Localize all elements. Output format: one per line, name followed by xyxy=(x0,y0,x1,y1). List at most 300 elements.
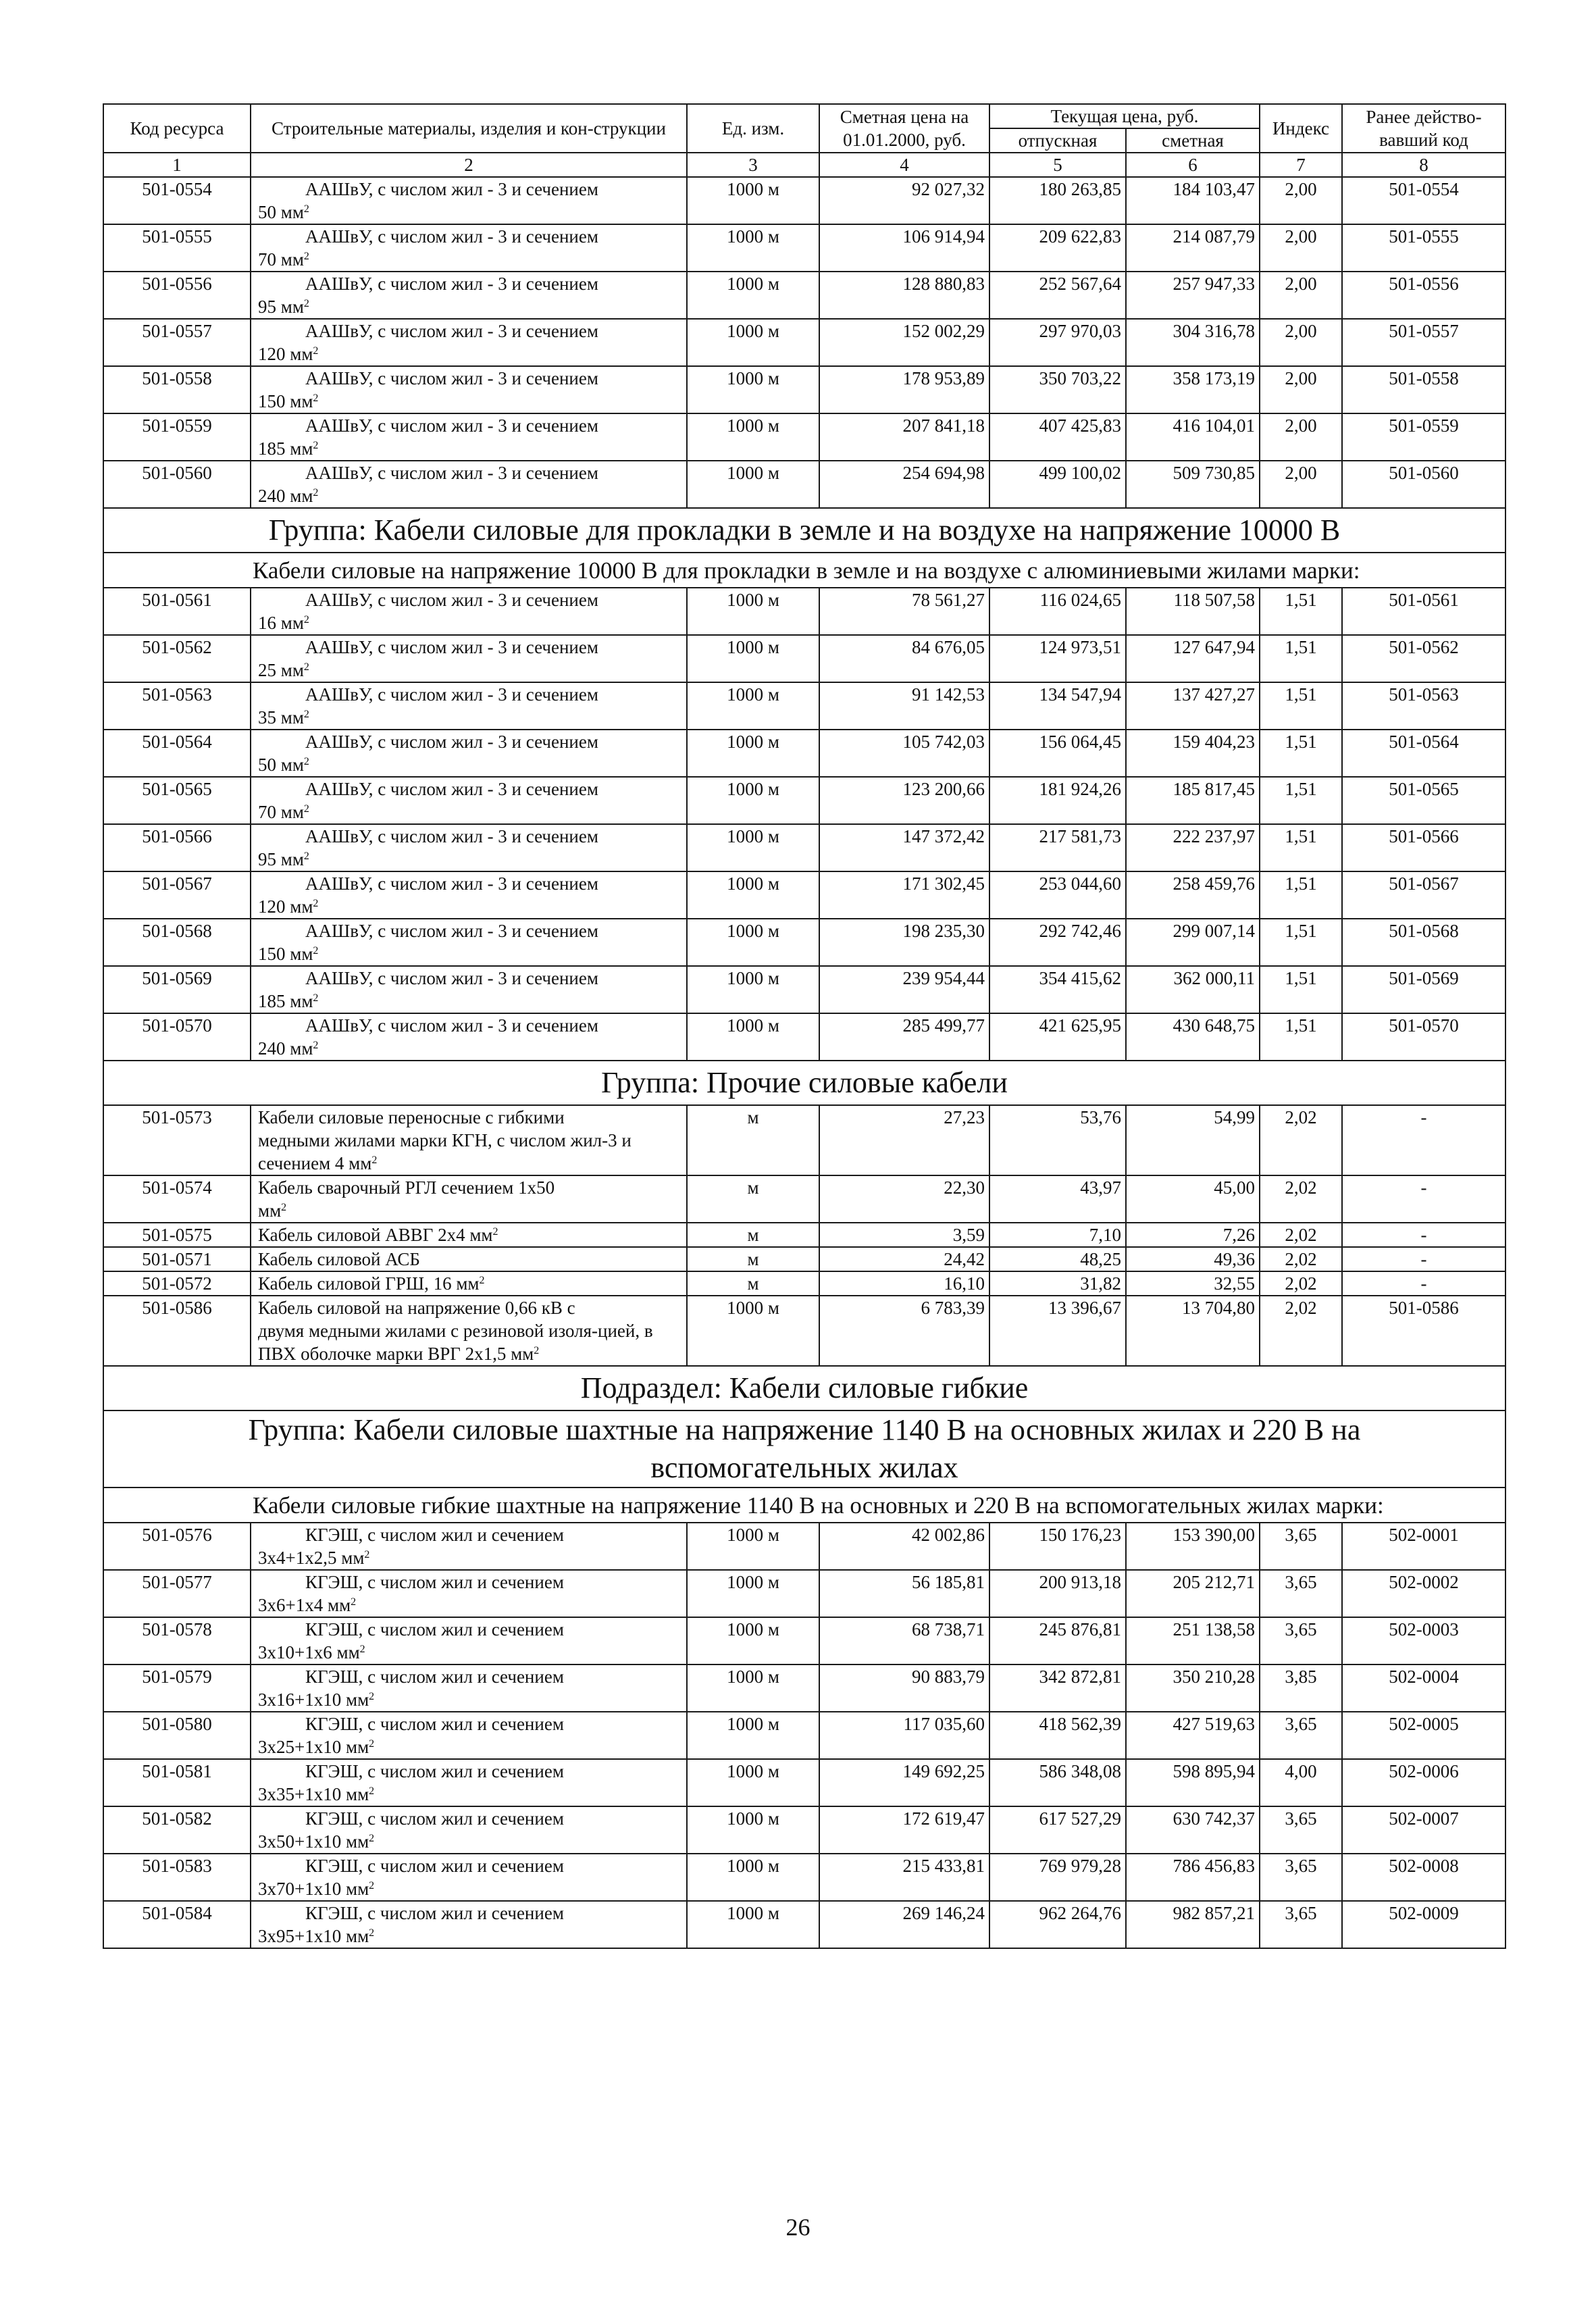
previous-code: 501-0559 xyxy=(1342,413,1505,461)
previous-code: 502-0008 xyxy=(1342,1854,1505,1901)
previous-code: 501-0565 xyxy=(1342,777,1505,824)
table-row xyxy=(103,1617,1505,1664)
estimate-price: 630 742,37 xyxy=(1126,1806,1260,1854)
table-row xyxy=(103,1901,1505,1948)
unit: 1000 м xyxy=(687,777,819,824)
description-line: 70 мм xyxy=(258,249,304,270)
table-row xyxy=(103,1664,1505,1712)
unit: м xyxy=(687,1175,819,1223)
previous-code: 502-0002 xyxy=(1342,1570,1505,1617)
description-line: КГЭШ, с числом жил и сечением xyxy=(305,1903,564,1923)
table-row xyxy=(103,1223,1505,1247)
price-2000: 22,30 xyxy=(819,1175,989,1223)
release-price: 134 547,94 xyxy=(989,682,1126,730)
unit: 1000 м xyxy=(687,413,819,461)
material-description xyxy=(251,682,687,730)
material-description xyxy=(251,177,687,224)
description-line: медными жилами марки КГН, с числом жил-3 и сечением 4 мм xyxy=(258,1130,632,1173)
description-line: 50 мм xyxy=(258,755,304,775)
unit: 1000 м xyxy=(687,1296,819,1366)
price-2000: 27,23 xyxy=(819,1105,989,1175)
table-row xyxy=(103,966,1505,1013)
resource-code: 501-0563 xyxy=(103,682,251,730)
material-description xyxy=(251,1617,687,1664)
index-value: 2,00 xyxy=(1260,366,1342,413)
group-title: Группа: Кабели силовые шахтные на напряжение 1140 В на основных жилах и 220 В на вспомогательных жилах xyxy=(103,1410,1505,1488)
table-row xyxy=(103,1296,1505,1366)
description-line: КГЭШ, с числом жил и сечением xyxy=(305,1619,564,1640)
previous-code: 502-0009 xyxy=(1342,1901,1505,1948)
release-price: 297 970,03 xyxy=(989,319,1126,366)
description-line: КГЭШ, с числом жил и сечением xyxy=(305,1761,564,1781)
material-description xyxy=(251,635,687,682)
description-line: Кабель сварочный РГЛ сечением 1х50 xyxy=(258,1177,555,1198)
index-value: 1,51 xyxy=(1260,1013,1342,1061)
group-title: Группа: Кабели силовые для прокладки в земле и на воздухе на напряжение 10000 В xyxy=(103,508,1505,553)
estimate-price: 49,36 xyxy=(1126,1247,1260,1271)
price-2000: 56 185,81 xyxy=(819,1570,989,1617)
index-value: 3,65 xyxy=(1260,1806,1342,1854)
resource-code: 501-0561 xyxy=(103,588,251,635)
unit: 1000 м xyxy=(687,635,819,682)
estimate-price: 982 857,21 xyxy=(1126,1901,1260,1948)
resource-code: 501-0573 xyxy=(103,1105,251,1175)
price-2000: 106 914,94 xyxy=(819,224,989,272)
description-line: 3х10+1х6 мм xyxy=(258,1642,360,1662)
release-price: 421 625,95 xyxy=(989,1013,1126,1061)
previous-code: 502-0003 xyxy=(1342,1617,1505,1664)
table-row xyxy=(103,1759,1505,1806)
resource-code: 501-0580 xyxy=(103,1712,251,1759)
price-2000: 117 035,60 xyxy=(819,1712,989,1759)
resource-code: 501-0578 xyxy=(103,1617,251,1664)
price-2000: 78 561,27 xyxy=(819,588,989,635)
superscript: 2 xyxy=(313,345,319,357)
table-row xyxy=(103,1105,1505,1175)
index-value: 1,51 xyxy=(1260,730,1342,777)
price-2000: 24,42 xyxy=(819,1247,989,1271)
superscript: 2 xyxy=(303,203,309,215)
index-value: 2,02 xyxy=(1260,1247,1342,1271)
material-description xyxy=(251,1175,687,1223)
description-line: ААШвУ, с числом жил - 3 и сечением xyxy=(305,873,598,894)
description-line: 3х6+1х4 мм xyxy=(258,1595,351,1615)
table-row xyxy=(103,1013,1505,1061)
description-line: 150 мм xyxy=(258,391,313,411)
col-num: 3 xyxy=(687,153,819,177)
table-row xyxy=(103,1271,1505,1296)
superscript: 2 xyxy=(371,1154,378,1166)
index-value: 2,02 xyxy=(1260,1223,1342,1247)
unit: 1000 м xyxy=(687,1759,819,1806)
estimate-price: 304 316,78 xyxy=(1126,319,1260,366)
superscript: 2 xyxy=(369,1738,375,1750)
col-num: 2 xyxy=(251,153,687,177)
estimate-price: 32,55 xyxy=(1126,1271,1260,1296)
superscript: 2 xyxy=(359,1644,365,1655)
unit: 1000 м xyxy=(687,319,819,366)
price-2000: 68 738,71 xyxy=(819,1617,989,1664)
material-description xyxy=(251,461,687,508)
index-value: 2,02 xyxy=(1260,1105,1342,1175)
superscript: 2 xyxy=(313,992,319,1004)
description-line: ААШвУ, с числом жил - 3 и сечением xyxy=(305,779,598,799)
release-price: 407 425,83 xyxy=(989,413,1126,461)
index-value: 2,00 xyxy=(1260,272,1342,319)
table-row xyxy=(103,1247,1505,1271)
table-row xyxy=(103,1175,1505,1223)
price-2000: 147 372,42 xyxy=(819,824,989,871)
index-value: 2,02 xyxy=(1260,1296,1342,1366)
superscript: 2 xyxy=(313,898,319,909)
subsection-heading-row xyxy=(103,1366,1505,1410)
release-price: 7,10 xyxy=(989,1223,1126,1247)
unit: 1000 м xyxy=(687,730,819,777)
price-2000: 215 433,81 xyxy=(819,1854,989,1901)
superscript: 2 xyxy=(364,1549,370,1560)
estimate-price: 153 390,00 xyxy=(1126,1523,1260,1570)
index-value: 1,51 xyxy=(1260,682,1342,730)
description-line: мм xyxy=(258,1200,282,1221)
section-group2 xyxy=(103,1105,1505,1366)
previous-code: 501-0555 xyxy=(1342,224,1505,272)
superscript: 2 xyxy=(369,1833,375,1844)
resource-code: 501-0586 xyxy=(103,1296,251,1366)
superscript: 2 xyxy=(303,661,309,673)
estimate-price: 258 459,76 xyxy=(1126,871,1260,919)
index-value: 3,65 xyxy=(1260,1901,1342,1948)
estimate-price: 358 173,19 xyxy=(1126,366,1260,413)
superscript: 2 xyxy=(303,251,309,262)
description-line: 120 мм xyxy=(258,344,313,364)
superscript: 2 xyxy=(303,850,309,862)
index-value: 1,51 xyxy=(1260,871,1342,919)
description-line: 25 мм xyxy=(258,660,304,680)
unit: 1000 м xyxy=(687,1901,819,1948)
material-description xyxy=(251,919,687,966)
material-description xyxy=(251,588,687,635)
price-2000: 91 142,53 xyxy=(819,682,989,730)
unit: 1000 м xyxy=(687,1712,819,1759)
previous-code: 501-0567 xyxy=(1342,871,1505,919)
price-2000: 198 235,30 xyxy=(819,919,989,966)
estimate-price: 416 104,01 xyxy=(1126,413,1260,461)
resource-code: 501-0577 xyxy=(103,1570,251,1617)
price-2000: 152 002,29 xyxy=(819,319,989,366)
material-description xyxy=(251,1712,687,1759)
release-price: 150 176,23 xyxy=(989,1523,1126,1570)
material-description xyxy=(251,1296,687,1366)
price-2000: 149 692,25 xyxy=(819,1759,989,1806)
material-description xyxy=(251,1901,687,1948)
price-2000: 285 499,77 xyxy=(819,1013,989,1061)
estimate-price: 184 103,47 xyxy=(1126,177,1260,224)
description-line: 70 мм xyxy=(258,802,304,822)
table-row xyxy=(103,824,1505,871)
resource-code: 501-0575 xyxy=(103,1223,251,1247)
previous-code: 501-0562 xyxy=(1342,635,1505,682)
description-line: 240 мм xyxy=(258,1038,313,1059)
description-line: ААШвУ, с числом жил - 3 и сечением xyxy=(305,368,598,388)
header-estimate: сметная xyxy=(1126,128,1260,153)
description-line: 120 мм xyxy=(258,896,313,917)
resource-code: 501-0556 xyxy=(103,272,251,319)
release-price: 252 567,64 xyxy=(989,272,1126,319)
header-unit: Ед. изм. xyxy=(687,104,819,153)
material-description xyxy=(251,366,687,413)
release-price: 48,25 xyxy=(989,1247,1126,1271)
price-2000: 128 880,83 xyxy=(819,272,989,319)
description-line: КГЭШ, с числом жил и сечением xyxy=(305,1667,564,1687)
release-price: 253 044,60 xyxy=(989,871,1126,919)
description-line: ААШвУ, с числом жил - 3 и сечением xyxy=(305,684,598,705)
unit: 1000 м xyxy=(687,1854,819,1901)
table-row xyxy=(103,1712,1505,1759)
resource-code: 501-0566 xyxy=(103,824,251,871)
estimate-price: 205 212,71 xyxy=(1126,1570,1260,1617)
unit: 1000 м xyxy=(687,224,819,272)
estimate-price: 127 647,94 xyxy=(1126,635,1260,682)
unit: 1000 м xyxy=(687,588,819,635)
description-line: КГЭШ, с числом жил и сечением xyxy=(305,1714,564,1734)
release-price: 499 100,02 xyxy=(989,461,1126,508)
estimate-price: 430 648,75 xyxy=(1126,1013,1260,1061)
group-heading-row xyxy=(103,1061,1505,1105)
description-line: двумя медными жилами с резиновой изоля-цией, в ПВХ оболочке марки ВРГ 2х1,5 мм xyxy=(258,1321,653,1364)
superscript: 2 xyxy=(534,1345,540,1356)
index-value: 1,51 xyxy=(1260,824,1342,871)
release-price: 31,82 xyxy=(989,1271,1126,1296)
material-description xyxy=(251,777,687,824)
resource-code: 501-0555 xyxy=(103,224,251,272)
material-description xyxy=(251,1105,687,1175)
description-line: 95 мм xyxy=(258,849,304,869)
resource-code: 501-0554 xyxy=(103,177,251,224)
superscript: 2 xyxy=(303,756,309,767)
column-number-row xyxy=(103,153,1505,177)
header-materials: Строительные материалы, изделия и кон-струкции xyxy=(251,104,687,153)
unit: 1000 м xyxy=(687,1617,819,1664)
group-title: Группа: Прочие силовые кабели xyxy=(103,1061,1505,1105)
description-line: КГЭШ, с числом жил и сечением xyxy=(305,1856,564,1876)
release-price: 43,97 xyxy=(989,1175,1126,1223)
release-price: 418 562,39 xyxy=(989,1712,1126,1759)
estimate-price: 214 087,79 xyxy=(1126,224,1260,272)
index-value: 2,02 xyxy=(1260,1271,1342,1296)
previous-code: 502-0005 xyxy=(1342,1712,1505,1759)
description-line: 3х50+1х10 мм xyxy=(258,1831,369,1852)
price-2000: 254 694,98 xyxy=(819,461,989,508)
estimate-price: 598 895,94 xyxy=(1126,1759,1260,1806)
estimate-price: 350 210,28 xyxy=(1126,1664,1260,1712)
unit: 1000 м xyxy=(687,177,819,224)
price-2000: 123 200,66 xyxy=(819,777,989,824)
description-line: ААШвУ, с числом жил - 3 и сечением xyxy=(305,590,598,610)
index-value: 2,00 xyxy=(1260,461,1342,508)
estimate-price: 509 730,85 xyxy=(1126,461,1260,508)
index-value: 3,85 xyxy=(1260,1664,1342,1712)
previous-code: - xyxy=(1342,1105,1505,1175)
table-row xyxy=(103,272,1505,319)
estimate-price: 427 519,63 xyxy=(1126,1712,1260,1759)
material-description xyxy=(251,1013,687,1061)
price-2000: 3,59 xyxy=(819,1223,989,1247)
table-row xyxy=(103,588,1505,635)
description-line: КГЭШ, с числом жил и сечением xyxy=(305,1572,564,1592)
material-description xyxy=(251,319,687,366)
description-line: ААШвУ, с числом жил - 3 и сечением xyxy=(305,637,598,657)
index-value: 2,00 xyxy=(1260,177,1342,224)
index-value: 1,51 xyxy=(1260,919,1342,966)
resource-code: 501-0557 xyxy=(103,319,251,366)
material-description xyxy=(251,824,687,871)
release-price: 350 703,22 xyxy=(989,366,1126,413)
superscript: 2 xyxy=(369,1785,375,1797)
col-num: 7 xyxy=(1260,153,1342,177)
index-value: 2,00 xyxy=(1260,224,1342,272)
price-table xyxy=(103,103,1506,1949)
superscript: 2 xyxy=(313,440,319,451)
description-line: ААШвУ, с числом жил - 3 и сечением xyxy=(305,921,598,941)
release-price: 217 581,73 xyxy=(989,824,1126,871)
index-value: 2,02 xyxy=(1260,1175,1342,1223)
release-price: 180 263,85 xyxy=(989,177,1126,224)
superscript: 2 xyxy=(313,945,319,957)
index-value: 2,00 xyxy=(1260,319,1342,366)
material-description xyxy=(251,272,687,319)
description-line: ААШвУ, с числом жил - 3 и сечением xyxy=(305,179,598,199)
description-line: 35 мм xyxy=(258,707,304,728)
description-line: ААШвУ, с числом жил - 3 и сечением xyxy=(305,732,598,752)
previous-code: - xyxy=(1342,1271,1505,1296)
estimate-price: 13 704,80 xyxy=(1126,1296,1260,1366)
description-line: ААШвУ, с числом жил - 3 и сечением xyxy=(305,968,598,988)
index-value: 3,65 xyxy=(1260,1523,1342,1570)
table-row xyxy=(103,919,1505,966)
description-line: 3х70+1х10 мм xyxy=(258,1879,369,1899)
superscript: 2 xyxy=(369,1880,375,1891)
description-line: 16 мм xyxy=(258,613,304,633)
group-subtitle-row xyxy=(103,1488,1505,1523)
description-line: Кабель силовой АСБ xyxy=(258,1249,420,1269)
release-price: 245 876,81 xyxy=(989,1617,1126,1664)
table-row xyxy=(103,1854,1505,1901)
release-price: 200 913,18 xyxy=(989,1570,1126,1617)
unit: 1000 м xyxy=(687,272,819,319)
material-description xyxy=(251,1271,687,1296)
unit: м xyxy=(687,1247,819,1271)
resource-code: 501-0567 xyxy=(103,871,251,919)
estimate-price: 54,99 xyxy=(1126,1105,1260,1175)
material-description xyxy=(251,966,687,1013)
description-line: ААШвУ, с числом жил - 3 и сечением xyxy=(305,321,598,341)
description-line: 240 мм xyxy=(258,486,313,506)
price-2000: 90 883,79 xyxy=(819,1664,989,1712)
unit: м xyxy=(687,1223,819,1247)
description-line: 185 мм xyxy=(258,991,313,1011)
index-value: 3,65 xyxy=(1260,1854,1342,1901)
unit: 1000 м xyxy=(687,366,819,413)
table-row xyxy=(103,177,1505,224)
release-price: 181 924,26 xyxy=(989,777,1126,824)
material-description xyxy=(251,730,687,777)
unit: 1000 м xyxy=(687,966,819,1013)
description-line: ААШвУ, с числом жил - 3 и сечением xyxy=(305,274,598,294)
unit: м xyxy=(687,1271,819,1296)
previous-code: 502-0001 xyxy=(1342,1523,1505,1570)
previous-code: - xyxy=(1342,1223,1505,1247)
resource-code: 501-0581 xyxy=(103,1759,251,1806)
unit: 1000 м xyxy=(687,871,819,919)
page-number: 26 xyxy=(786,2214,810,2241)
description-line: 3х95+1х10 мм xyxy=(258,1926,369,1946)
estimate-price: 362 000,11 xyxy=(1126,966,1260,1013)
col-num: 4 xyxy=(819,153,989,177)
table-row xyxy=(103,1570,1505,1617)
previous-code: 501-0570 xyxy=(1342,1013,1505,1061)
previous-code: 501-0563 xyxy=(1342,682,1505,730)
index-value: 2,00 xyxy=(1260,413,1342,461)
description-line: Кабели силовые переносные с гибкими xyxy=(258,1107,565,1127)
col-num: 8 xyxy=(1342,153,1505,177)
previous-code: 501-0586 xyxy=(1342,1296,1505,1366)
description-line: 3х25+1х10 мм xyxy=(258,1737,369,1757)
table-row xyxy=(103,871,1505,919)
previous-code: 502-0004 xyxy=(1342,1664,1505,1712)
description-line: 3х16+1х10 мм xyxy=(258,1689,369,1710)
table-row xyxy=(103,635,1505,682)
release-price: 342 872,81 xyxy=(989,1664,1126,1712)
table-row xyxy=(103,461,1505,508)
previous-code: 502-0006 xyxy=(1342,1759,1505,1806)
release-price: 116 024,65 xyxy=(989,588,1126,635)
superscript: 2 xyxy=(303,298,309,309)
description-line: КГЭШ, с числом жил и сечением xyxy=(305,1808,564,1829)
superscript: 2 xyxy=(303,709,309,720)
release-price: 354 415,62 xyxy=(989,966,1126,1013)
previous-code: 502-0007 xyxy=(1342,1806,1505,1854)
header-est-price: Сметная цена на 01.01.2000, руб. xyxy=(819,104,989,153)
estimate-price: 185 817,45 xyxy=(1126,777,1260,824)
estimate-price: 7,26 xyxy=(1126,1223,1260,1247)
description-line: ААШвУ, с числом жил - 3 и сечением xyxy=(305,1015,598,1036)
table-row xyxy=(103,1806,1505,1854)
description-line: 95 мм xyxy=(258,297,304,317)
description-line: Кабель силовой ГРШ, 16 мм xyxy=(258,1273,480,1294)
table-row xyxy=(103,224,1505,272)
unit: 1000 м xyxy=(687,1523,819,1570)
material-description xyxy=(251,224,687,272)
header-release: отпускная xyxy=(989,128,1126,153)
table-row xyxy=(103,1523,1505,1570)
resource-code: 501-0576 xyxy=(103,1523,251,1570)
estimate-price: 299 007,14 xyxy=(1126,919,1260,966)
index-value: 3,65 xyxy=(1260,1570,1342,1617)
superscript: 2 xyxy=(313,487,319,499)
previous-code: 501-0561 xyxy=(1342,588,1505,635)
unit: 1000 м xyxy=(687,1013,819,1061)
resource-code: 501-0565 xyxy=(103,777,251,824)
description-line: 185 мм xyxy=(258,438,313,459)
price-2000: 178 953,89 xyxy=(819,366,989,413)
description-line: 50 мм xyxy=(258,202,304,222)
col-num: 5 xyxy=(989,153,1126,177)
description-line: ААШвУ, с числом жил - 3 и сечением xyxy=(305,463,598,483)
superscript: 2 xyxy=(369,1691,375,1702)
superscript: 2 xyxy=(313,1040,319,1051)
estimate-price: 159 404,23 xyxy=(1126,730,1260,777)
superscript: 2 xyxy=(303,614,309,626)
